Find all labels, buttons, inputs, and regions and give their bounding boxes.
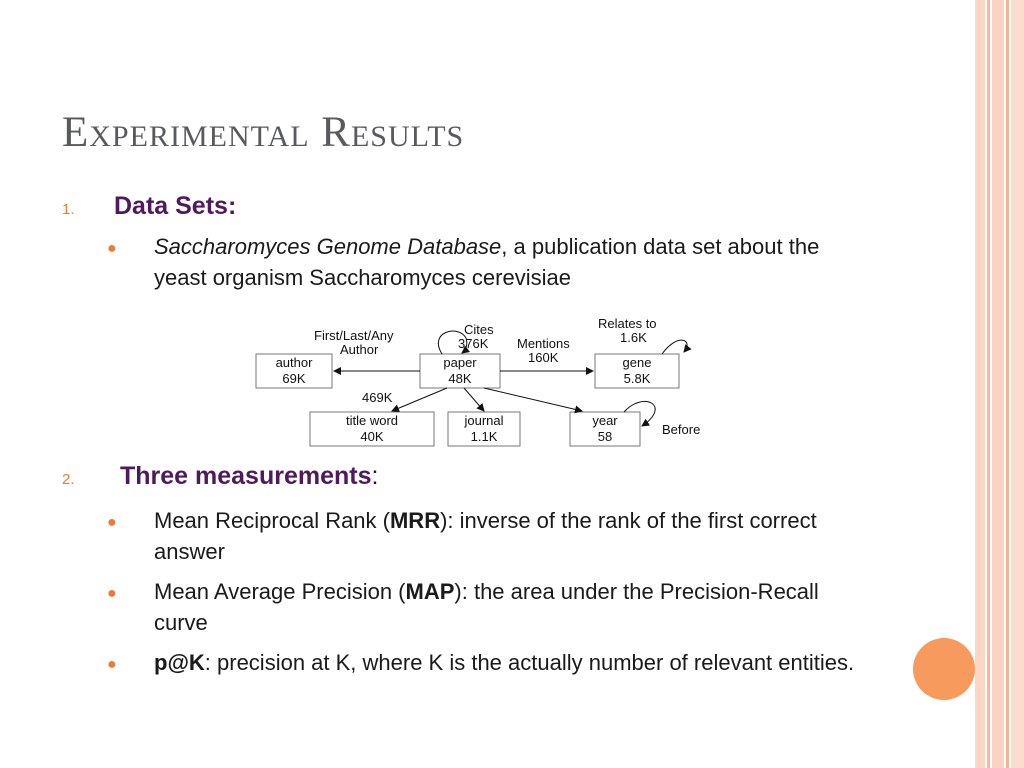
decor-stripe	[1006, 0, 1009, 768]
section-number: 2.	[62, 471, 75, 488]
node-author	[256, 354, 332, 388]
database-name: Saccharomyces Genome Database	[154, 234, 502, 259]
bullet-dot: ●	[107, 514, 117, 531]
bullet-dot: ●	[107, 240, 117, 257]
svg-text:69K: 69K	[282, 371, 306, 386]
edge-relates-loop	[662, 340, 687, 354]
measurement-pk: p@K: precision at K, where K is the actually number of relevant entities.	[154, 650, 855, 675]
decor-circle	[913, 638, 975, 700]
svg-text:1.1K: 1.1K	[470, 429, 498, 444]
section-number: 1.	[62, 201, 75, 218]
bullet-text	[154, 231, 874, 293]
node-paper	[420, 354, 500, 388]
database-description: , a publication data set about the yeast organism Saccharomyces cerevisiae	[154, 234, 820, 290]
decor-stripe	[987, 0, 990, 768]
svg-text:journal: journal	[464, 413, 504, 428]
section-heading: Data Sets:	[114, 192, 237, 220]
label-cites-count: 376K	[458, 336, 489, 351]
edge-paper-titleword	[392, 388, 447, 411]
label-relates-count: 1.6K	[620, 330, 647, 345]
bullet-dot: ●	[107, 656, 117, 673]
svg-text:paper: paper	[443, 355, 477, 370]
svg-text:48K: 48K	[448, 371, 472, 386]
svg-text:58: 58	[597, 429, 613, 444]
node-title-word	[310, 412, 434, 446]
label-relates: Relates to	[598, 318, 657, 331]
svg-text:author: author	[275, 355, 313, 370]
node-year	[570, 412, 640, 446]
label-before: Before	[662, 422, 701, 437]
decor-stripe	[992, 0, 1004, 768]
schema-diagram	[252, 318, 712, 452]
label-author-edge: Author	[340, 342, 379, 357]
slide-title: Experimental Results	[62, 109, 465, 156]
decor-stripe	[1011, 0, 1024, 768]
label-mentions-count: 160K	[528, 350, 559, 365]
node-gene	[595, 354, 679, 388]
label-titleword-count: 469K	[362, 390, 393, 405]
svg-text:5.8K: 5.8K	[623, 371, 651, 386]
decor-stripe	[975, 0, 985, 768]
label-cites: Cites	[464, 322, 494, 337]
svg-text:40K: 40K	[360, 429, 384, 444]
bullet-dot: ●	[107, 585, 117, 602]
node-journal	[448, 412, 520, 446]
svg-text:gene: gene	[622, 355, 652, 370]
measurement-mrr: Mean Reciprocal Rank (MRR): inverse of the rank of the first correct answer	[154, 508, 817, 564]
edge-paper-journal	[464, 388, 484, 411]
label-author-edge: First/Last/Any	[314, 328, 394, 343]
label-mentions: Mentions	[517, 336, 570, 351]
edge-paper-year	[484, 388, 582, 411]
svg-text:year: year	[592, 413, 618, 428]
svg-text:title word: title word	[345, 413, 399, 428]
section-heading: Three measurements:	[120, 462, 379, 490]
measurement-map: Mean Average Precision (MAP): the area under the Precision-Recall curve	[154, 579, 819, 635]
